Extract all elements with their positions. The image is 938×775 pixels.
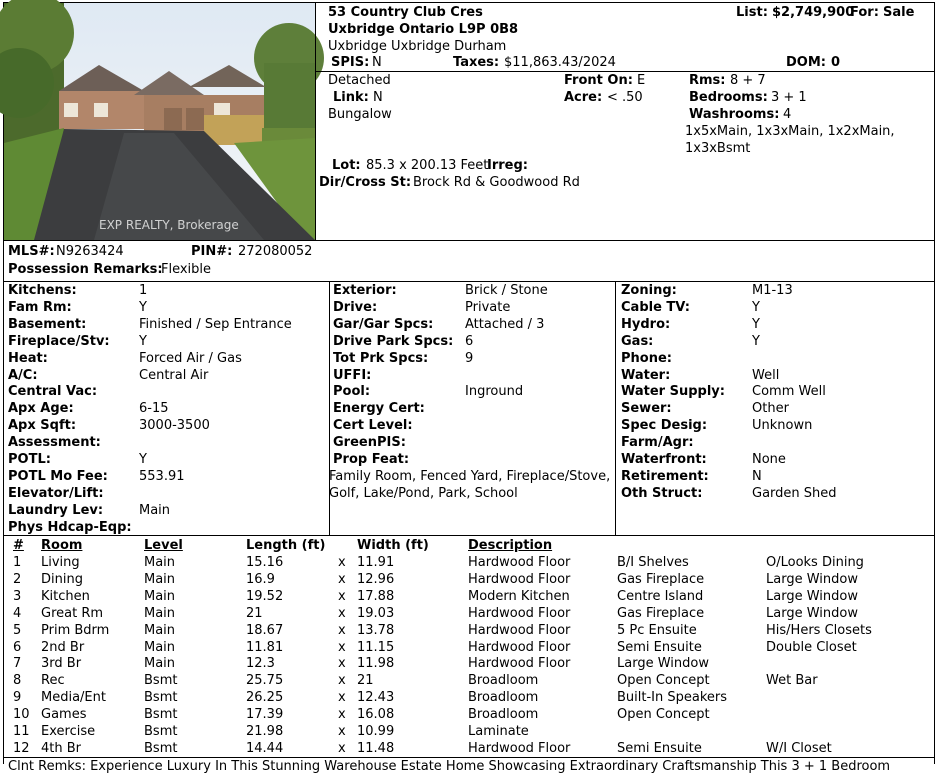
col1-label-2: Basement: (8, 316, 87, 332)
property-photo (4, 3, 315, 240)
client-remarks-text: Clnt Remks: Experience Luxury In This Stunning Warehouse Estate Home Showcasing Extraordinary Craftsmanship This 3 + 1 Bedroom (8, 759, 891, 774)
col3-label-2: Hydro: (621, 316, 671, 332)
room-row-10-d2: Open Concept (617, 707, 710, 723)
room-row-8-num: 8 (13, 673, 22, 689)
col2-label-9: GreenPIS: (333, 435, 406, 451)
room-row-8-length: 25.75 (246, 673, 284, 689)
room-row-6-width: 11.15 (357, 639, 395, 655)
room-row-9-d1: Broadloom (468, 690, 539, 706)
room-row-4-level: Main (144, 605, 176, 621)
acre-label: Acre: (564, 90, 603, 105)
col1-label-13: Laundry Lev: (8, 502, 104, 518)
room-row-3-d1: Modern Kitchen (468, 588, 570, 604)
col3-value-1: Y (752, 299, 760, 315)
room-row-9-room: Media/Ent (41, 690, 106, 706)
rms-value: 8 + 7 (730, 73, 766, 88)
lot-value: 85.3 x 200.13 Feet (366, 158, 489, 173)
room-row-4-d1: Hardwood Floor (468, 605, 571, 621)
col3-label-6: Water Supply: (621, 384, 725, 400)
col3-value-10: None (752, 452, 786, 467)
rooms-header-width: Width (ft) (357, 538, 429, 553)
bedrooms-value: 3 + 1 (771, 90, 807, 105)
room-row-1-level: Main (144, 555, 176, 570)
room-row-7-num: 7 (13, 656, 22, 672)
col1-label-9: Assessment: (8, 435, 101, 451)
col3-label-9: Farm/Agr: (621, 435, 694, 451)
room-row-6-d2: Semi Ensuite (617, 639, 702, 655)
room-row-8-d1: Broadloom (468, 673, 539, 689)
col1-value-3: Y (139, 333, 147, 349)
pin-value: 272080052 (238, 244, 313, 259)
address-line1: 53 Country Club Cres (328, 5, 483, 20)
room-row-12-d1: Hardwood Floor (468, 740, 571, 756)
house-image (4, 3, 315, 240)
col1-value-7: 6-15 (139, 401, 169, 417)
col3-value-7: Other (752, 401, 789, 417)
col2-label-2: Gar/Gar Spcs: (333, 316, 434, 332)
col1-value-13: Main (139, 502, 171, 518)
room-row-9-d2: Built-In Speakers (617, 690, 728, 706)
room-row-10-width: 16.08 (357, 707, 395, 723)
room-row-10-d1: Broadloom (468, 707, 539, 723)
room-row-8-x: x (338, 673, 346, 689)
col1-value-4: Forced Air / Gas (139, 350, 242, 366)
room-row-4-x: x (338, 605, 346, 621)
room-row-2-d2: Gas Fireplace (617, 571, 705, 587)
room-row-3-x: x (338, 588, 346, 604)
col1-value-8: 3000-3500 (139, 418, 210, 434)
rms-label: Rms: (689, 73, 726, 88)
washrooms-detail-1: 1x5xMain, 1x3xMain, 1x2xMain, (685, 124, 895, 139)
col2-value-0: Brick / Stone (465, 283, 548, 298)
property-type: Detached (328, 73, 391, 88)
room-row-5-room: Prim Bdrm (41, 622, 110, 638)
col3-label-12: Oth Struct: (621, 485, 703, 501)
col2-label-3: Drive Park Spcs: (333, 333, 454, 349)
col2-value-2: Attached / 3 (465, 316, 545, 332)
washrooms-label: Washrooms: (689, 107, 780, 122)
bedrooms-label: Bedrooms: (689, 90, 768, 105)
col1-label-8: Apx Sqft: (8, 418, 77, 434)
irreg-label: Irreg: (487, 158, 528, 173)
room-row-10-num: 10 (13, 707, 30, 723)
col1-label-11: POTL Mo Fee: (8, 468, 108, 484)
room-row-2-num: 2 (13, 571, 22, 587)
col1-label-14: Phys Hdcap-Eqp: (8, 519, 132, 535)
room-row-2-width: 12.96 (357, 571, 395, 587)
room-row-7-room: 3rd Br (41, 656, 82, 672)
room-row-8-room: Rec (41, 673, 65, 689)
room-row-5-x: x (338, 622, 346, 638)
room-row-6-level: Main (144, 639, 176, 655)
room-row-4-d2: Gas Fireplace (617, 605, 705, 621)
col3-label-10: Waterfront: (621, 452, 707, 467)
room-row-11-room: Exercise (41, 724, 96, 739)
col3-label-5: Water: (621, 367, 671, 383)
room-row-5-d1: Hardwood Floor (468, 622, 571, 638)
possession-label: Possession Remarks: (8, 262, 163, 277)
prop-feat-line-2: Golf, Lake/Pond, Park, School (329, 486, 518, 501)
room-row-10-length: 17.39 (246, 707, 284, 723)
room-row-5-length: 18.67 (246, 622, 284, 638)
address-line2: Uxbridge Ontario L9P 0B8 (328, 22, 519, 37)
room-row-6-d1: Hardwood Floor (468, 639, 571, 655)
room-row-7-d1: Hardwood Floor (468, 656, 571, 672)
col3-value-8: Unknown (752, 418, 813, 434)
col2-label-6: Pool: (333, 384, 371, 400)
room-row-3-width: 17.88 (357, 588, 395, 604)
col1-value-5: Central Air (139, 367, 209, 383)
col2-label-8: Cert Level: (333, 418, 413, 434)
room-row-7-d2: Large Window (617, 656, 709, 672)
room-row-11-width: 10.99 (357, 724, 395, 739)
room-row-3-room: Kitchen (41, 588, 90, 604)
col3-value-6: Comm Well (752, 384, 826, 400)
room-row-1-length: 15.16 (246, 555, 284, 570)
room-row-1-d2: B/I Shelves (617, 555, 689, 570)
room-row-9-x: x (338, 690, 346, 706)
taxes-value: $11,863.43/2024 (504, 55, 616, 70)
room-row-2-d1: Hardwood Floor (468, 571, 571, 587)
room-row-6-x: x (338, 639, 346, 655)
col1-label-5: A/C: (8, 367, 38, 383)
client-remarks-partial (8, 758, 891, 774)
room-row-1-width: 11.91 (357, 555, 395, 570)
col2-label-10: Prop Feat: (333, 452, 410, 467)
room-row-5-d3: His/Hers Closets (766, 622, 872, 638)
room-row-5-width: 13.78 (357, 622, 395, 638)
col2-label-4: Tot Prk Spcs: (333, 350, 429, 366)
photo-watermark: EXP REALTY, Brokerage (99, 218, 239, 232)
room-row-1-x: x (338, 555, 346, 570)
possession-value: Flexible (161, 262, 212, 277)
room-row-1-d3: O/Looks Dining (766, 555, 864, 570)
col3-value-12: Garden Shed (752, 485, 837, 501)
room-row-11-x: x (338, 724, 346, 739)
col3-value-2: Y (752, 316, 760, 332)
col1-label-7: Apx Age: (8, 401, 74, 417)
room-row-11-d1: Laminate (468, 724, 529, 739)
col1-value-10: Y (139, 452, 147, 467)
col1-label-4: Heat: (8, 350, 48, 366)
room-row-10-level: Bsmt (144, 707, 178, 723)
col3-label-8: Spec Desig: (621, 418, 708, 434)
room-row-2-length: 16.9 (246, 571, 275, 587)
room-row-1-d1: Hardwood Floor (468, 555, 571, 570)
room-row-9-num: 9 (13, 690, 22, 706)
area: Uxbridge Uxbridge Durham (328, 39, 507, 54)
room-row-8-d2: Open Concept (617, 673, 710, 689)
washrooms-value: 4 (783, 107, 792, 122)
col1-value-0: 1 (139, 283, 148, 298)
room-row-9-width: 12.43 (357, 690, 395, 706)
col2-label-7: Energy Cert: (333, 401, 425, 417)
room-row-4-room: Great Rm (41, 605, 104, 621)
room-row-6-d3: Double Closet (766, 639, 857, 655)
col1-label-1: Fam Rm: (8, 299, 72, 315)
for-value: Sale (883, 5, 915, 20)
col1-label-12: Elevator/Lift: (8, 485, 104, 501)
room-row-6-room: 2nd Br (41, 639, 85, 655)
col3-label-7: Sewer: (621, 401, 672, 417)
room-row-2-level: Main (144, 571, 176, 587)
room-row-12-width: 11.48 (357, 740, 395, 756)
prop-feat-line-1: Family Room, Fenced Yard, Fireplace/Stove, (329, 469, 611, 484)
room-row-8-d3: Wet Bar (766, 673, 818, 689)
room-row-1-room: Living (41, 555, 80, 570)
link-value: N (373, 90, 383, 105)
front-on-value: E (637, 73, 646, 88)
room-row-9-level: Bsmt (144, 690, 178, 706)
front-on-label: Front On: (564, 73, 633, 88)
mls-value: N9263424 (56, 244, 124, 259)
col3-value-3: Y (752, 333, 760, 349)
room-row-7-level: Main (144, 656, 176, 672)
col1-label-0: Kitchens: (8, 283, 77, 298)
col2-value-1: Private (465, 299, 511, 315)
link-label: Link: (333, 90, 369, 105)
rooms-header-num: # (13, 538, 24, 553)
col1-label-10: POTL: (8, 452, 51, 467)
col2-label-5: UFFI: (333, 367, 372, 383)
col3-label-0: Zoning: (621, 283, 677, 298)
room-row-3-d2: Centre Island (617, 588, 704, 604)
room-row-8-width: 21 (357, 673, 374, 689)
dom-value: 0 (831, 55, 841, 70)
room-row-12-length: 14.44 (246, 740, 284, 756)
rooms-header-description: Description (468, 538, 553, 553)
taxes-label: Taxes: (453, 55, 500, 70)
room-row-11-level: Bsmt (144, 724, 178, 739)
room-row-5-num: 5 (13, 622, 22, 638)
room-row-11-num: 11 (13, 724, 30, 739)
room-row-9-length: 26.25 (246, 690, 284, 706)
room-row-5-d2: 5 Pc Ensuite (617, 622, 697, 638)
room-row-2-room: Dining (41, 571, 83, 587)
room-row-6-num: 6 (13, 639, 22, 655)
room-row-7-x: x (338, 656, 346, 672)
room-row-3-d3: Large Window (766, 588, 858, 604)
dom-label: DOM: (786, 55, 826, 70)
list-price: $2,749,900 (772, 5, 855, 20)
col1-label-6: Central Vac: (8, 384, 98, 400)
col1-label-3: Fireplace/Stv: (8, 333, 110, 349)
cross-st-value: Brock Rd & Goodwood Rd (413, 175, 580, 190)
col3-label-1: Cable TV: (621, 299, 690, 315)
room-row-7-width: 11.98 (357, 656, 395, 672)
rooms-header-room: Room (41, 538, 83, 553)
col3-value-5: Well (752, 367, 780, 383)
cross-st-label: Dir/Cross St: (319, 175, 412, 190)
room-row-3-num: 3 (13, 588, 22, 604)
room-row-2-d3: Large Window (766, 571, 858, 587)
col3-label-11: Retirement: (621, 468, 709, 484)
room-row-4-width: 19.03 (357, 605, 395, 621)
room-row-12-num: 12 (13, 740, 30, 756)
room-row-4-num: 4 (13, 605, 22, 621)
col2-value-3: 6 (465, 333, 474, 349)
room-row-1-num: 1 (13, 555, 22, 570)
property-style: Bungalow (328, 107, 392, 122)
col2-label-1: Drive: (333, 299, 378, 315)
spis-label: SPIS: (331, 55, 370, 70)
col3-label-4: Phone: (621, 350, 672, 366)
lot-label: Lot: (332, 158, 361, 173)
room-row-8-level: Bsmt (144, 673, 178, 689)
room-row-5-level: Main (144, 622, 176, 638)
room-row-10-x: x (338, 707, 346, 723)
col1-value-11: 553.91 (139, 468, 185, 484)
col3-value-11: N (752, 468, 762, 484)
pin-label: PIN#: (191, 244, 233, 259)
room-row-2-x: x (338, 571, 346, 587)
col3-value-0: M1-13 (752, 283, 793, 298)
room-row-4-d3: Large Window (766, 605, 858, 621)
room-row-3-length: 19.52 (246, 588, 284, 604)
col2-value-6: Inground (465, 384, 524, 400)
col2-value-4: 9 (465, 350, 474, 366)
acre-value: < .50 (607, 90, 643, 105)
room-row-11-length: 21.98 (246, 724, 284, 739)
col1-value-2: Finished / Sep Entrance (139, 316, 292, 332)
room-row-3-level: Main (144, 588, 176, 604)
room-row-12-x: x (338, 740, 346, 756)
room-row-12-room: 4th Br (41, 740, 82, 756)
room-row-4-length: 21 (246, 605, 263, 621)
room-row-12-d2: Semi Ensuite (617, 740, 702, 756)
for-label: For: (850, 5, 879, 20)
rooms-header-length: Length (ft) (246, 538, 326, 553)
mls-label: MLS#: (8, 244, 55, 259)
washrooms-detail-2: 1x3xBsmt (685, 141, 751, 156)
room-row-6-length: 11.81 (246, 639, 284, 655)
room-row-10-room: Games (41, 707, 87, 723)
room-row-12-d3: W/I Closet (766, 740, 832, 756)
spis-value: N (372, 55, 382, 70)
col2-label-0: Exterior: (333, 283, 397, 298)
list-label: List: (736, 5, 768, 20)
room-row-12-level: Bsmt (144, 740, 178, 756)
rooms-header-level: Level (144, 538, 183, 553)
room-row-7-length: 12.3 (246, 656, 275, 672)
col1-value-1: Y (139, 299, 147, 315)
col3-label-3: Gas: (621, 333, 654, 349)
